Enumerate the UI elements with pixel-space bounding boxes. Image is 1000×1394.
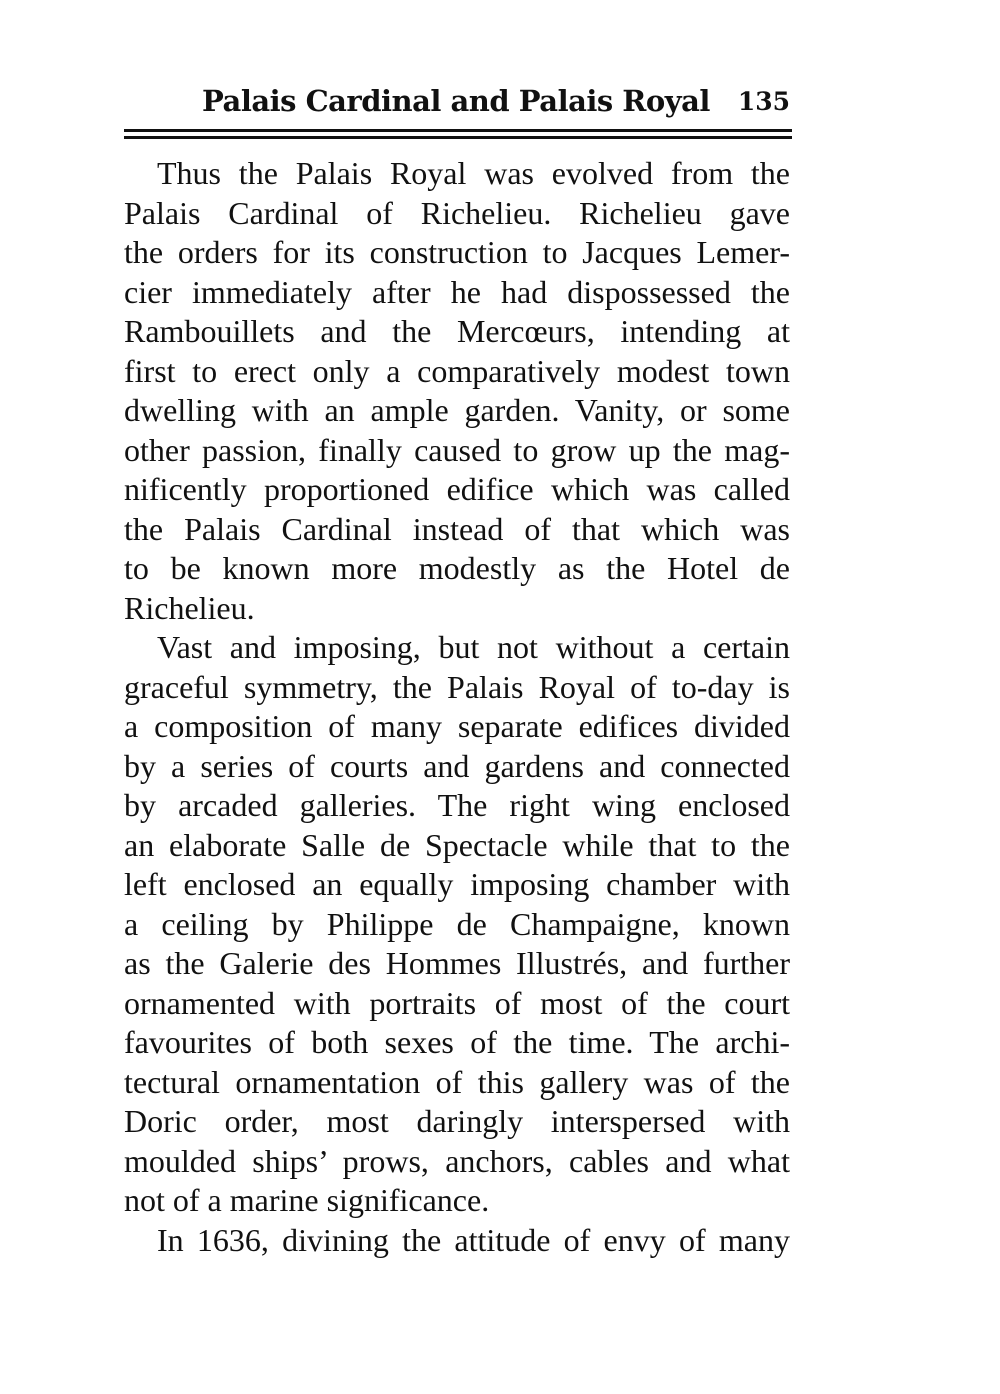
text-line: Doric order, most daringly interspersed with	[124, 1103, 790, 1139]
text-line: cier immediately after he had dispossessed the	[124, 273, 790, 310]
text-line: as the Galerie des Hommes Illustrés, and further	[124, 945, 790, 981]
text-line: the orders for its construction to Jacques Lemer-	[124, 234, 790, 270]
text-line: Thus the Palais Royal was evolved from the	[157, 155, 790, 191]
text-line: nificently proportioned edifice which was called	[124, 471, 790, 507]
header-rule-top	[124, 129, 792, 132]
text-line: a ceiling by Philippe de Champaigne, known	[124, 905, 790, 942]
text-line: In 1636, divining the attitude of envy of many	[157, 1221, 790, 1258]
text-line: an elaborate Salle de Spectacle while that to the	[124, 826, 790, 863]
text-line: ornamented with portraits of most of the court	[124, 984, 790, 1021]
running-title: Palais Cardinal and Palais Royal	[202, 84, 710, 118]
text-line: tectural ornamentation of this gallery was of the	[124, 1063, 790, 1100]
text-line: Richelieu.	[124, 589, 255, 626]
text-line: to be known more modestly as the Hotel de	[124, 550, 790, 586]
text-line: Palais Cardinal of Richelieu. Richelieu gave	[124, 194, 790, 231]
text-line: the Palais Cardinal instead of that which was	[124, 510, 790, 547]
text-line: by arcaded galleries. The right wing enclosed	[124, 787, 790, 823]
text-line: a composition of many separate edifices divided	[124, 708, 790, 744]
text-line: first to erect only a comparatively modest town	[124, 352, 790, 389]
text-line: graceful symmetry, the Palais Royal of to-day is	[124, 668, 790, 705]
running-header	[124, 84, 790, 124]
text-line: by a series of courts and gardens and connected	[124, 747, 790, 784]
text-line: left enclosed an equally imposing chamber with	[124, 866, 790, 902]
body-text	[124, 154, 790, 1260]
text-line: Vast and imposing, but not without a certain	[157, 629, 790, 665]
text-line: Rambouillets and the Mercœurs, intending at	[124, 313, 790, 349]
text-line: moulded ships’ prows, anchors, cables and what	[124, 1142, 790, 1179]
page-number: 135	[737, 87, 790, 116]
text-line: favourites of both sexes of the time. The archi-	[124, 1024, 790, 1060]
text-line: other passion, finally caused to grow up the mag-	[124, 431, 790, 468]
text-line: dwelling with an ample garden. Vanity, or some	[124, 392, 790, 428]
header-rule-bottom	[124, 136, 792, 139]
text-line: not of a marine significance.	[124, 1182, 490, 1218]
